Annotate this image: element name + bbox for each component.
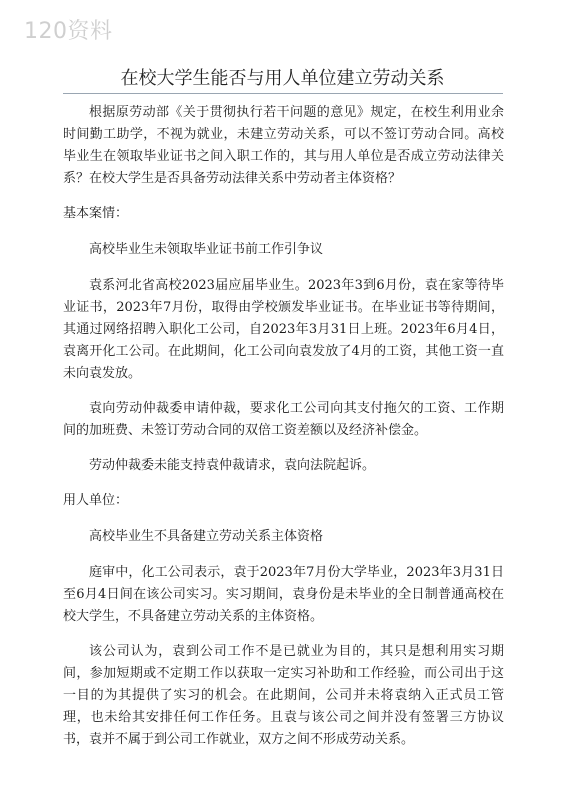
intro-paragraph: 根据原劳动部《关于贯彻执行若干问题的意见》规定，在校生利用业余时间勤工助学，不视为就业，未建立劳动关系，可以不签订劳动合同。高校毕业生在领取毕业证书之间入职工作的，其与用人单位是否成立劳动法律关系？在校大学生是否具备劳动法律关系中劳动者主体资格？: [63, 105, 504, 186]
employer-subtitle: 高校毕业生不具备建立劳动关系主体资格: [89, 529, 324, 544]
document-body: [63, 102, 504, 764]
watermark-logo: 120资料: [24, 19, 113, 44]
title-divider: [63, 93, 503, 94]
document-title: 在校大学生能否与用人单位建立劳动关系: [120, 68, 445, 89]
case-paragraph-3: 劳动仲裁委未能支持袁仲裁请求，袁向法院起诉。: [89, 458, 376, 473]
employer-heading: 用人单位：: [63, 493, 129, 508]
employer-paragraph-2: 该公司认为，袁到公司工作不是已就业为目的，其只是想利用实习期间，参加短期或不定期工作以获取一定实习补助和工作经验，而公司出于这一目的为其提供了实习的机会。在此期间，公司并未将袁纳入正式员工管理，也未给其安排任何工作任务。且袁与该公司之间并没有签署三方协议书，袁并不属于到公司工作就业，双方之间不形成劳动关系。: [63, 644, 504, 747]
employer-paragraph-1: 庭审中，化工公司表示，袁于2023年7月份大学毕业，2023年3月31日至6月4日间在该公司实习。实习期间，袁身份是未毕业的全日制普通高校在校大学生，不具备建立劳动关系的主体资格。: [63, 565, 504, 624]
case-paragraph-1: 袁系河北省高校2023届应届毕业生。2023年3到6月份，袁在家等待毕业证书，2023年7月份，取得由学校颁发毕业证书。在毕业证书等待期间，其通过网络招聘入职化工公司，自2023年3月31日上班。2023年6月4日，袁离开化工公司。在此期间，化工公司向袁发放了4月的工资，其他工资一直未向袁发放。: [63, 278, 504, 381]
case-paragraph-2: 袁向劳动仲裁委申请仲裁，要求化工公司向其支付拖欠的工资、工作期间的加班费、未签订劳动合同的双倍工资差额以及经济补偿金。: [63, 401, 504, 438]
case-subtitle: 高校毕业生未领取毕业证书前工作引争议: [89, 242, 324, 257]
case-heading: 基本案情：: [63, 206, 129, 221]
